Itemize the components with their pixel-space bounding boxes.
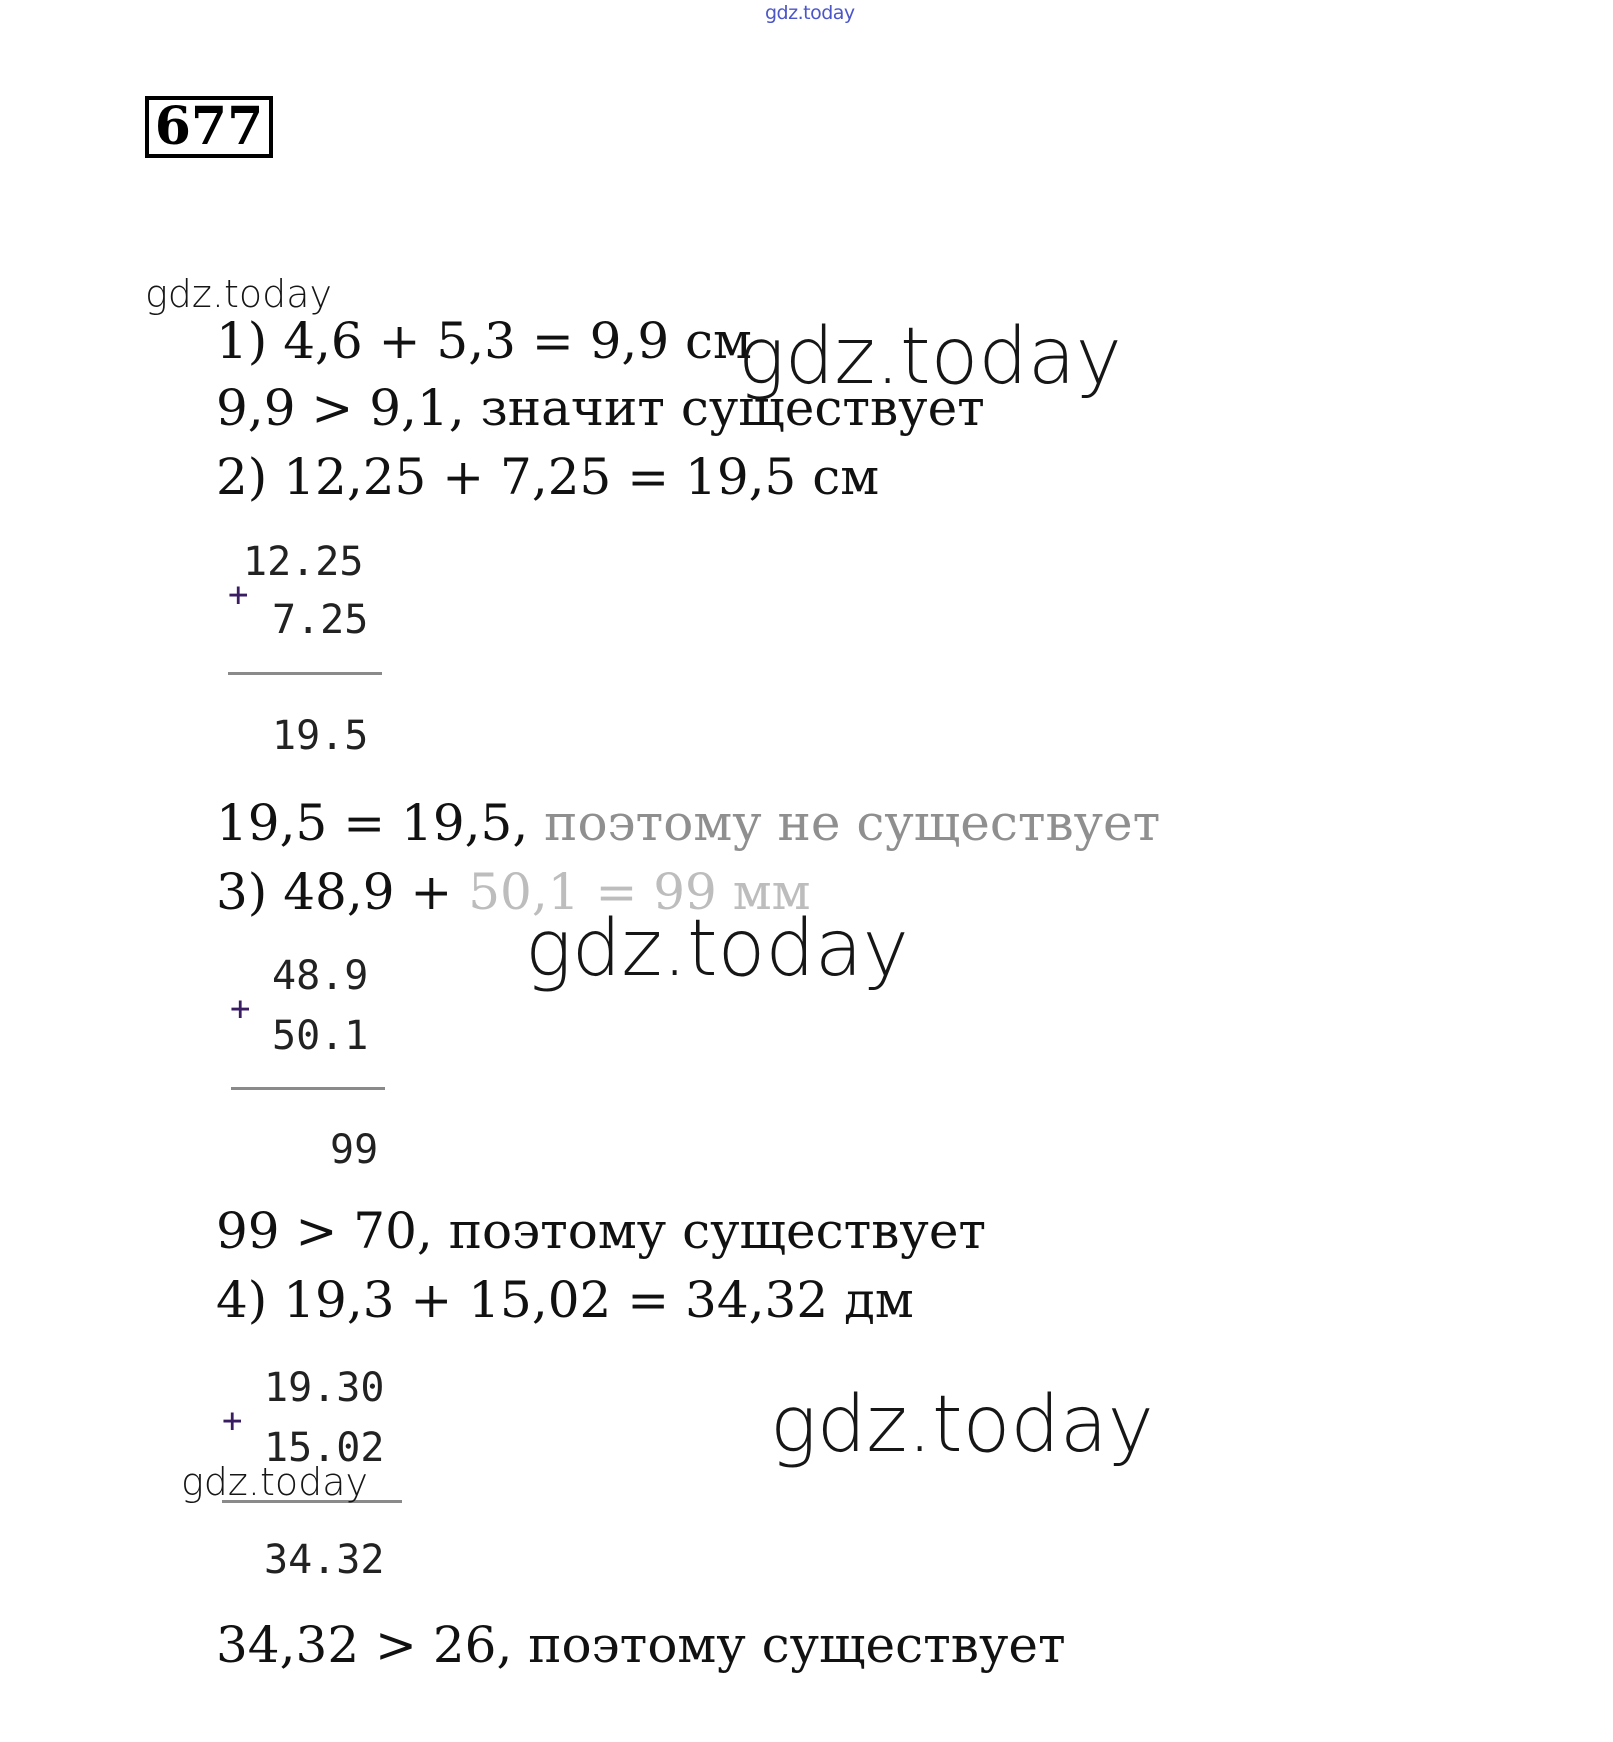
sum-result: 99 <box>330 1127 379 1173</box>
sum-divider <box>231 1087 385 1090</box>
sum-result: 34.32 <box>264 1537 385 1583</box>
watermark-small-1: gdz.today <box>145 272 332 316</box>
problem-number <box>145 96 273 158</box>
solution-line-3: 2) 12,25 + 7,25 = 19,5 см <box>216 448 880 506</box>
sum-result: 19.5 <box>272 713 369 759</box>
addend-bottom: 7.25 <box>272 597 369 643</box>
solution-line-1: 1) 4,6 + 5,3 = 9,9 см <box>216 312 752 370</box>
watermark-large-1: gdz.today <box>738 312 1122 402</box>
solution-line-5-start: 3) 48,9 + <box>216 863 469 921</box>
sum-divider <box>228 672 382 675</box>
solution-line-2: 9,9 > 9,1, значит существует <box>216 379 985 437</box>
solution-line-4-start: 19,5 = 19,5, <box>216 794 545 852</box>
solution-line-8: 34,32 > 26, поэтому существует <box>216 1616 1066 1674</box>
plus-sign: + <box>228 575 249 615</box>
plus-sign: + <box>222 1401 243 1441</box>
watermark-small-2: gdz.today <box>181 1460 368 1504</box>
addend-bottom: 15.02 <box>264 1425 385 1471</box>
solution-line-6: 99 > 70, поэтому существует <box>216 1202 987 1260</box>
watermark-top: gdz.today <box>765 2 855 24</box>
solution-line-7: 4) 19,3 + 15,02 = 34,32 дм <box>216 1271 914 1329</box>
addend-bottom: 50.1 <box>272 1013 369 1059</box>
addend-top: 48.9 <box>272 953 369 999</box>
watermark-large-3: gdz.today <box>770 1380 1154 1470</box>
solution-line-4-end: поэтому не существует <box>544 794 1161 852</box>
solution-line-5-end: 50,1 = 99 мм <box>468 863 811 921</box>
plus-sign: + <box>230 989 251 1029</box>
addend-top: 12.25 <box>243 539 364 585</box>
problem-number-text: 677 <box>154 96 264 157</box>
watermark-large-2: gdz.today <box>525 904 909 994</box>
addend-top: 19.30 <box>264 1365 385 1411</box>
solution-line-4 <box>216 794 1161 852</box>
